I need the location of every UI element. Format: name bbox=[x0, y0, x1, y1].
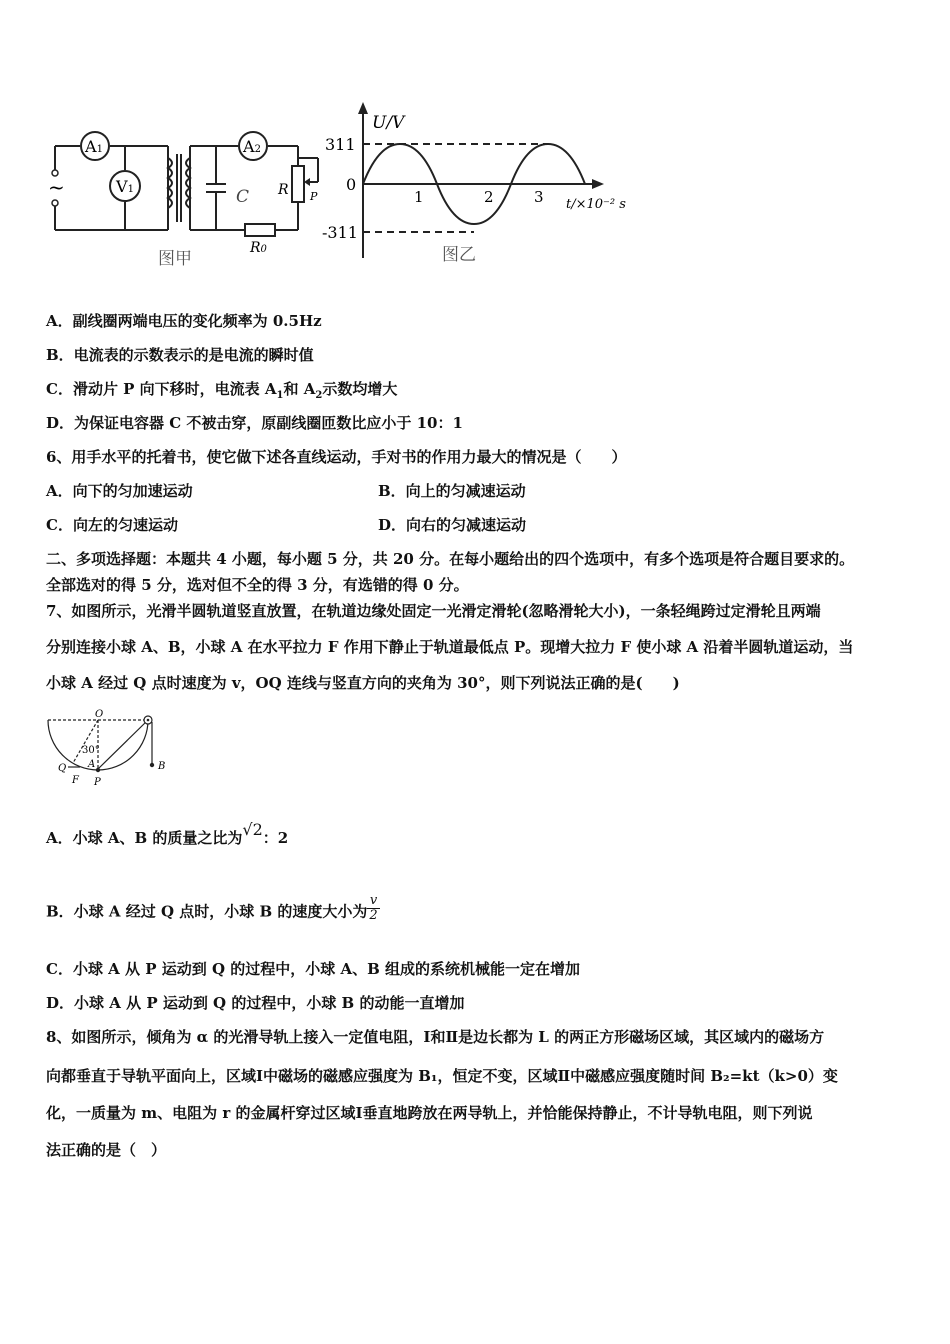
q5-option-d: D．为保证电容器 C 不被击穿，原副线圈匝数比应小于 10：1 bbox=[46, 414, 463, 432]
voltage-graph bbox=[320, 98, 640, 268]
resistor-label: R bbox=[278, 182, 289, 198]
slider-label: P bbox=[310, 190, 318, 203]
q5-option-a: A．副线圈两端电压的变化频率为 0.5Hz bbox=[46, 312, 322, 330]
q7-option-c: C．小球 A 从 P 运动到 Q 的过程中，小球 A、B 组成的系统机械能一定在增加 bbox=[46, 960, 581, 978]
circuit-diagram bbox=[40, 118, 330, 278]
q6-stem: 6、用手水平的托着书，使它做下述各直线运动，手对书的作用力最大的情况是（ ） bbox=[46, 448, 627, 466]
q5-option-c: C．滑动片 P 向下移时，电流表 $A_1$和 $A_2$示数均增大 bbox=[46, 380, 398, 401]
label-f: F bbox=[72, 775, 79, 786]
label-a: A bbox=[88, 759, 96, 770]
q6-option-a: A．向下的匀加速运动 bbox=[46, 482, 193, 500]
y-zero-label: 0 bbox=[346, 175, 357, 194]
section2-line1: 二、多项选择题：本题共 4 小题，每小题 5 分，共 20 分。在每小题给出的四个选项中，有多个选项是符合题目要求的。 bbox=[46, 550, 855, 568]
q8-line3: 化，一质量为 m、电阻为 r 的金属杆穿过区域Ⅰ垂直地跨放在两导轨上，并恰能保持静止，不计导轨电阻，则下列说 bbox=[46, 1104, 813, 1122]
label-p: P bbox=[94, 777, 101, 788]
ammeter-a2-label: A2 bbox=[243, 137, 261, 156]
section2-line2: 全部选对的得 5 分，选对但不全的得 3 分，有选错的得 0 分。 bbox=[46, 576, 469, 594]
q6-option-d: D．向右的匀减速运动 bbox=[378, 516, 527, 534]
q7-line1: 7、如图所示，光滑半圆轨道竖直放置，在轨道边缘处固定一光滑定滑轮(忽略滑轮大小)，一条轻绳跨过定滑轮且两端 bbox=[46, 602, 821, 620]
q5-option-b: B．电流表的示数表示的是电流的瞬时值 bbox=[46, 346, 314, 364]
y-max-label: 311 bbox=[325, 135, 356, 154]
q7-option-d: D．小球 A 从 P 运动到 Q 的过程中，小球 B 的动能一直增加 bbox=[46, 994, 465, 1012]
x-axis-label: t/×10⁻² s bbox=[566, 197, 626, 212]
ammeter-a1-label: A1 bbox=[85, 137, 103, 156]
x-tick: 2 bbox=[484, 188, 494, 206]
capacitor-label: C bbox=[236, 187, 250, 207]
q8-line4: 法正确的是（ ） bbox=[46, 1141, 167, 1159]
ac-source-symbol: ~ bbox=[48, 175, 65, 199]
q8-line2: 向都垂直于导轨平面向上，区域Ⅰ中磁场的磁感应强度为 B₁，恒定不变，区域Ⅱ中磁感应强度随时间 B₂=kt（k>0）变 bbox=[46, 1067, 838, 1085]
y-min-label: -311 bbox=[322, 223, 358, 242]
caption-yi: 图乙 bbox=[442, 245, 476, 265]
q6-option-b: B．向上的匀减速运动 bbox=[378, 482, 526, 500]
label-q: Q bbox=[58, 763, 67, 774]
q8-line1: 8、如图所示，倾角为 α 的光滑导轨上接入一定值电阻，Ⅰ和Ⅱ是边长都为 L 的两正方形磁场区域，其区域内的磁场方 bbox=[46, 1028, 825, 1046]
caption-jia: 图甲 bbox=[158, 249, 192, 269]
q7-option-b: B．小球 A 经过 Q 点时，小球 B 的速度大小为 $\frac{v}{2}$ bbox=[46, 893, 378, 923]
y-axis-label: U/V bbox=[372, 113, 405, 133]
q7-option-a: A．小球 A、B 的质量之比为√2：2 bbox=[46, 820, 289, 847]
label-angle: 30° bbox=[82, 745, 100, 756]
label-b: B bbox=[158, 761, 166, 772]
x-tick: 1 bbox=[414, 188, 424, 206]
q7-line2: 分别连接小球 A、B，小球 A 在水平拉力 F 作用下静止于轨道最低点 P。现增大拉力 F 使小球 A 沿着半圆轨道运动，当 bbox=[46, 638, 854, 656]
semicircle-track-diagram bbox=[40, 705, 180, 789]
label-o: O bbox=[95, 709, 104, 720]
voltmeter-v1-label: V1 bbox=[116, 177, 134, 196]
x-tick: 3 bbox=[534, 188, 544, 206]
q7-line3: 小球 A 经过 Q 点时速度为 v，OQ 连线与竖直方向的夹角为 30°，则下列说法正确的是( ) bbox=[46, 674, 680, 692]
q6-option-c: C．向左的匀速运动 bbox=[46, 516, 178, 534]
r0-label: R0 bbox=[250, 240, 267, 256]
